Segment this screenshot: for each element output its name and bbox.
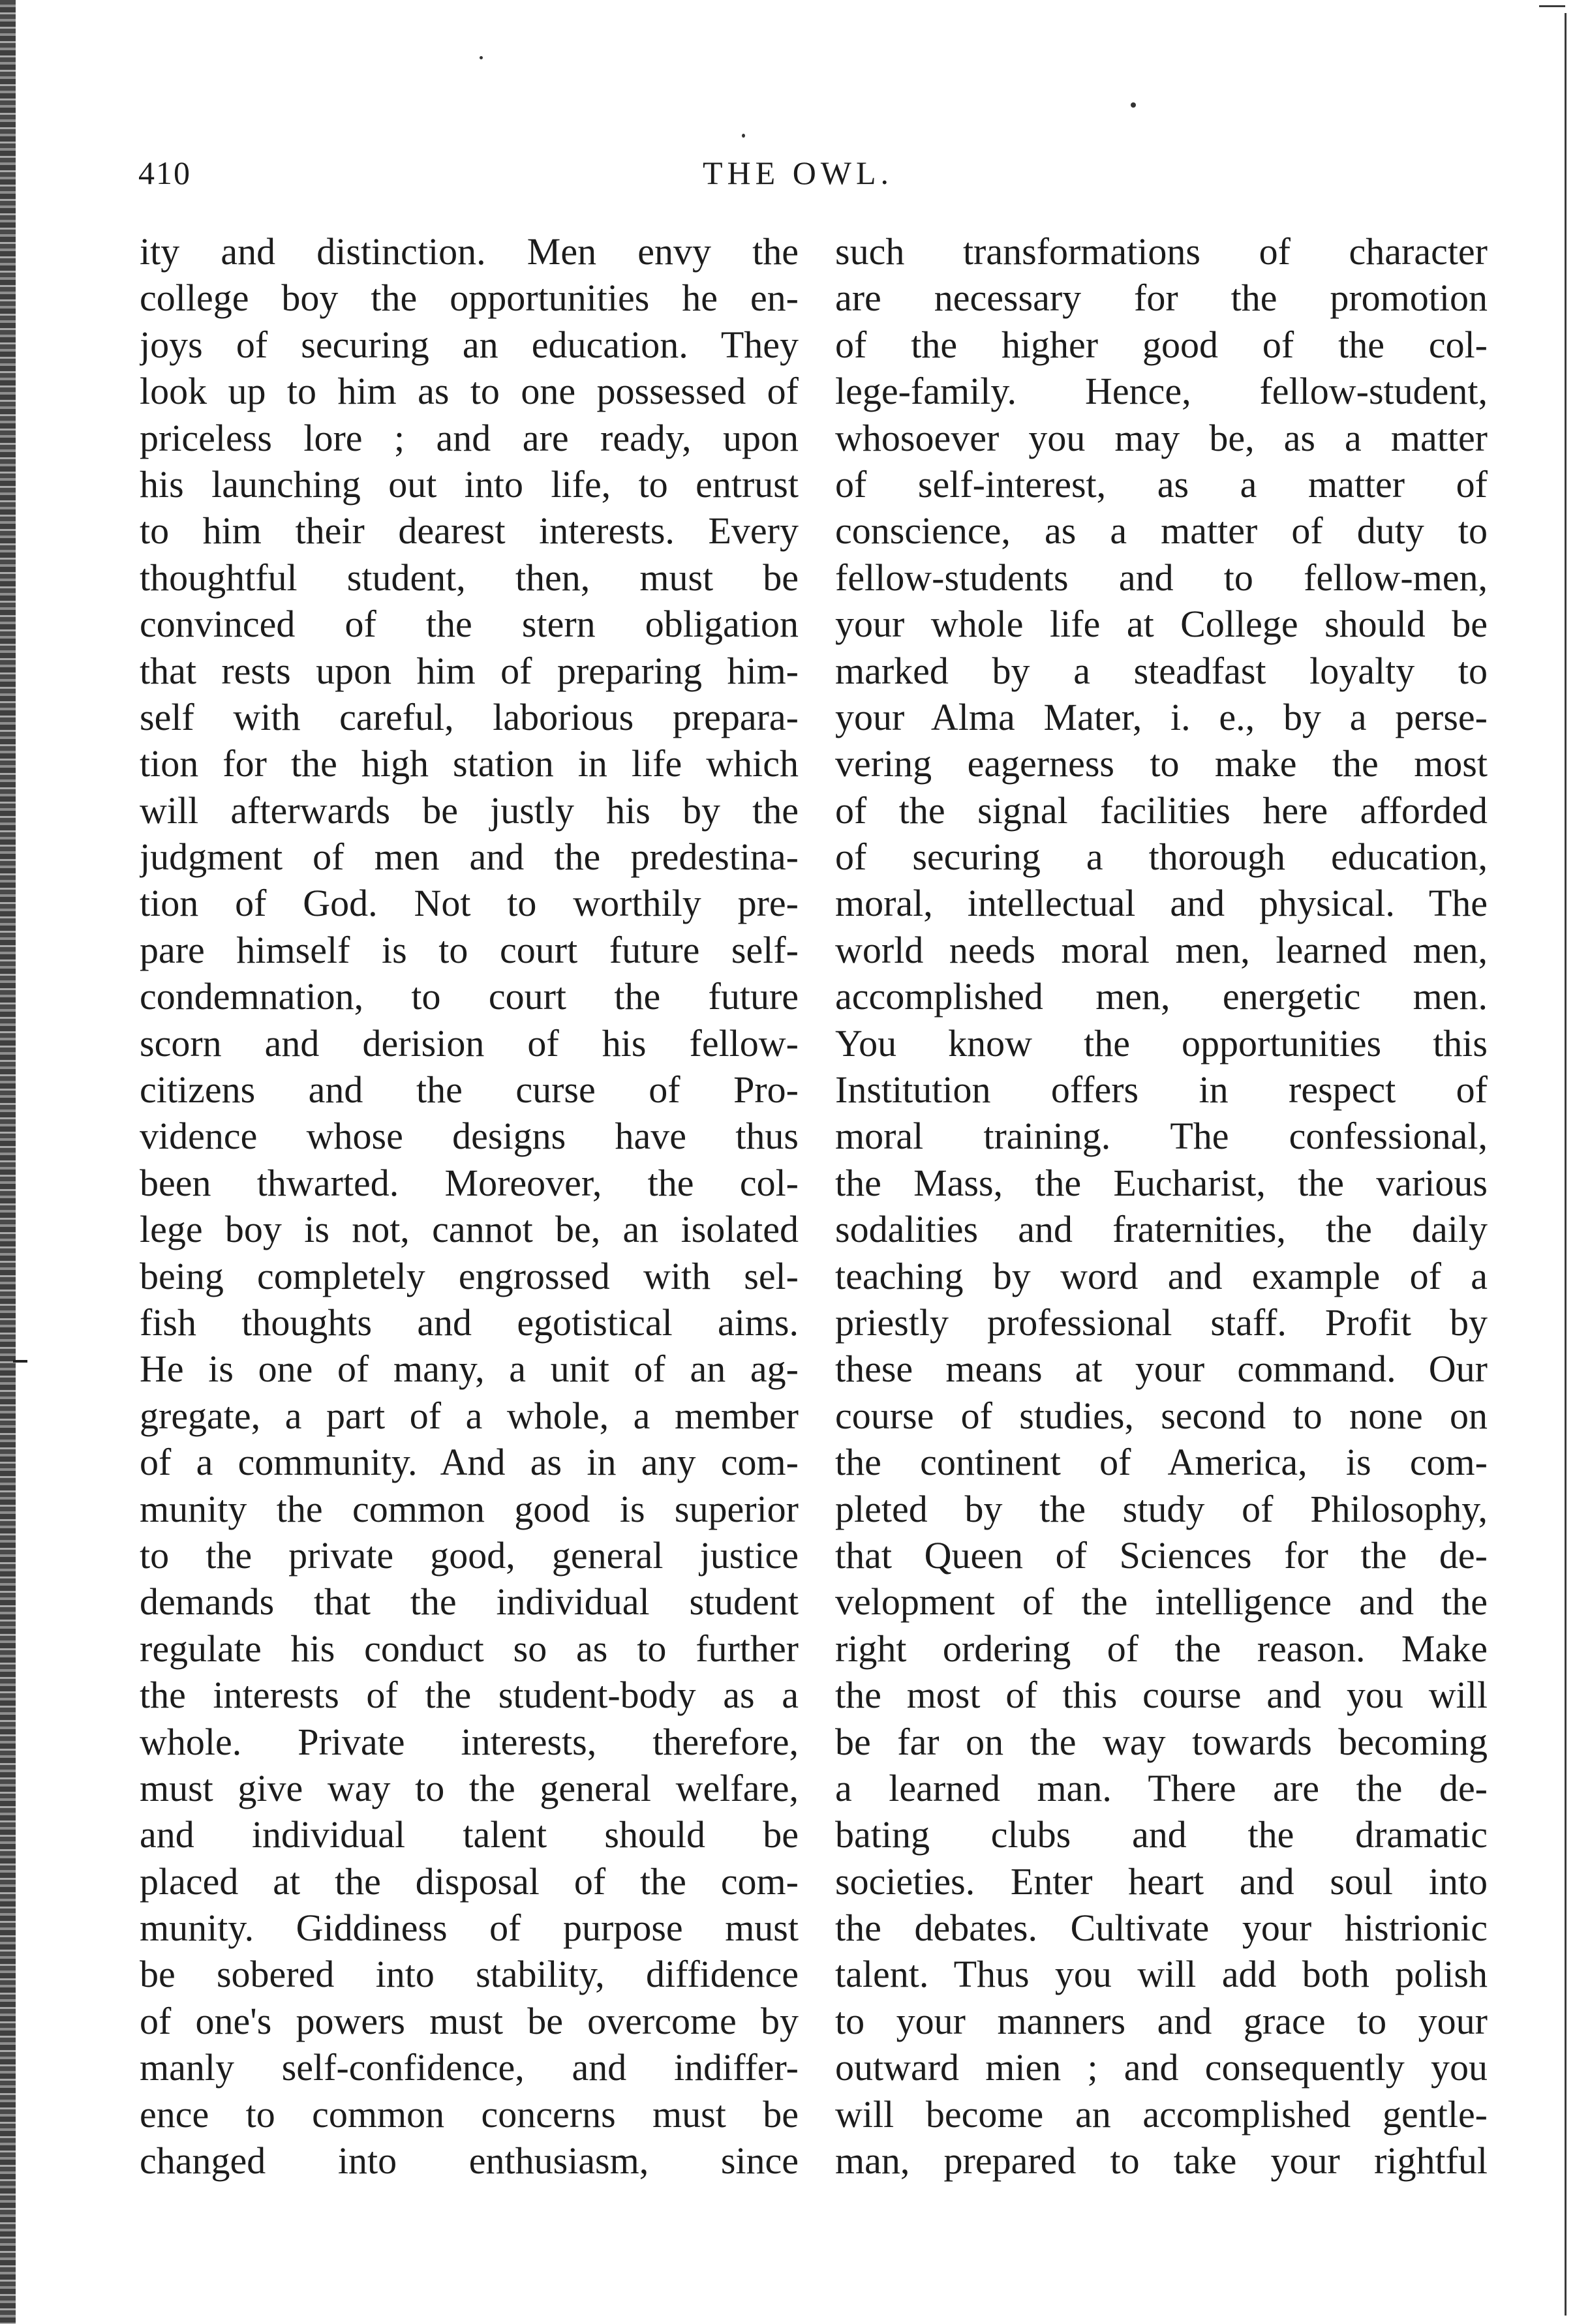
text-line: joys of securing an education. They: [140, 323, 799, 366]
text-line: your whole life at College should be: [835, 603, 1488, 646]
text-line: bating clubs and the dramatic: [835, 1813, 1488, 1856]
text-line: marked by a steadfast loyalty to: [835, 649, 1488, 692]
text-line: look up to him as to one possessed of: [140, 370, 799, 413]
text-line: judgment of men and the predestina-: [140, 836, 799, 879]
text-line: whole. Private interests, therefore,: [140, 1720, 799, 1763]
text-line: of the higher good of the col-: [835, 323, 1488, 366]
text-line: citizens and the curse of Pro-: [140, 1068, 799, 1111]
text-line: fish thoughts and egotistical aims.: [140, 1301, 799, 1344]
text-line: conscience, as a matter of duty to: [835, 509, 1488, 552]
text-line: ence to common concerns must be: [140, 2092, 799, 2135]
page-header: [138, 154, 1463, 200]
binding-mark: [13, 1360, 27, 1363]
text-line: to him their dearest interests. Every: [140, 509, 799, 552]
left-column: [140, 228, 799, 2211]
text-line: changed into enthusiasm, since: [140, 2139, 799, 2182]
text-line: a learned man. There are the de-: [835, 1766, 1488, 1809]
text-line: to the private good, general justice: [140, 1533, 799, 1577]
text-line: lege boy is not, cannot be, an isolated: [140, 1208, 799, 1251]
text-line: must give way to the general welfare,: [140, 1766, 799, 1809]
text-line: college boy the opportunities he en-: [140, 277, 799, 320]
text-line: moral training. The confessional,: [835, 1115, 1488, 1158]
running-head: THE OWL.: [703, 155, 894, 191]
text-line: fellow-students and to fellow-men,: [835, 556, 1488, 599]
text-line: will afterwards be justly his by the: [140, 789, 799, 832]
text-line: talent. Thus you will add both polish: [835, 1953, 1488, 1996]
text-line: the most of this course and you will: [835, 1674, 1488, 1717]
text-line: convinced of the stern obligation: [140, 603, 799, 646]
text-line: are necessary for the promotion: [835, 277, 1488, 320]
text-line: and individual talent should be: [140, 1813, 799, 1856]
text-line: will become an accomplished gentle-: [835, 2092, 1488, 2135]
text-line: placed at the disposal of the com-: [140, 1860, 799, 1903]
text-line: moral, intellectual and physical. The: [835, 882, 1488, 925]
text-line: his launching out into life, to entrust: [140, 462, 799, 506]
text-line: being completely engrossed with sel-: [140, 1254, 799, 1297]
scan-speck: [480, 56, 483, 59]
text-line: the continent of America, is com-: [835, 1441, 1488, 1484]
text-line: teaching by word and example of a: [835, 1254, 1488, 1297]
text-line: be far on the way towards becoming: [835, 1720, 1488, 1763]
scan-speck: [742, 134, 745, 138]
text-line: these means at your command. Our: [835, 1348, 1488, 1391]
text-line: sodalities and fraternities, the daily: [835, 1208, 1488, 1251]
text-line: tion of God. Not to worthily pre-: [140, 882, 799, 925]
text-line: priestly professional staff. Profit by: [835, 1301, 1488, 1344]
text-line: He is one of many, a unit of an ag-: [140, 1348, 799, 1391]
text-line: vering eagerness to make the most: [835, 742, 1488, 785]
text-line: of one's powers must be overcome by: [140, 1999, 799, 2042]
right-column: [835, 228, 1488, 2211]
text-line: to your manners and grace to your: [835, 1999, 1488, 2042]
binding-edge: [0, 0, 16, 2324]
text-line: condemnation, to court the future: [140, 975, 799, 1018]
text-line: been thwarted. Moreover, the col-: [140, 1161, 799, 1204]
text-line: that Queen of Sciences for the de-: [835, 1533, 1488, 1577]
text-line: course of studies, second to none on: [835, 1394, 1488, 1437]
text-line: of the signal facilities here afforded: [835, 789, 1488, 832]
text-line: pare himself is to court future self-: [140, 928, 799, 971]
text-line: ity and distinction. Men envy the: [140, 230, 799, 273]
text-line: your Alma Mater, i. e., by a perse-: [835, 695, 1488, 738]
page-edge: [1565, 13, 1567, 2316]
text-line: velopment of the intelligence and the: [835, 1580, 1488, 1623]
text-line: munity. Giddiness of purpose must: [140, 1907, 799, 1950]
text-line: self with careful, laborious prepara-: [140, 695, 799, 738]
text-line: thoughtful student, then, must be: [140, 556, 799, 599]
text-line: the debates. Cultivate your histrionic: [835, 1907, 1488, 1950]
page-number: 410: [138, 155, 191, 191]
text-line: You know the opportunities this: [835, 1021, 1488, 1064]
text-line: of securing a thorough education,: [835, 836, 1488, 879]
text-line: outward mien ; and consequently you: [835, 2046, 1488, 2089]
text-line: manly self-confidence, and indiffer-: [140, 2046, 799, 2089]
text-line: munity the common good is superior: [140, 1487, 799, 1530]
text-line: that rests upon him of preparing him-: [140, 649, 799, 692]
text-line: scorn and derision of his fellow-: [140, 1021, 799, 1064]
text-line: man, prepared to take your rightful: [835, 2139, 1488, 2182]
text-line: societies. Enter heart and soul into: [835, 1860, 1488, 1903]
text-line: whosoever you may be, as a matter: [835, 416, 1488, 459]
scan-speck: [1131, 102, 1136, 108]
text-line: tion for the high station in life which: [140, 742, 799, 785]
text-line: of self-interest, as a matter of: [835, 462, 1488, 506]
text-line: world needs moral men, learned men,: [835, 928, 1488, 971]
page-edge-cap: [1539, 5, 1565, 7]
text-line: right ordering of the reason. Make: [835, 1627, 1488, 1670]
text-line: Institution offers in respect of: [835, 1068, 1488, 1111]
text-line: be sobered into stability, diffidence: [140, 1953, 799, 1996]
text-line: pleted by the study of Philosophy,: [835, 1487, 1488, 1530]
text-line: vidence whose designs have thus: [140, 1115, 799, 1158]
text-line: the interests of the student-body as a: [140, 1674, 799, 1717]
text-line: accomplished men, energetic men.: [835, 975, 1488, 1018]
text-line: the Mass, the Eucharist, the various: [835, 1161, 1488, 1204]
text-line: gregate, a part of a whole, a member: [140, 1394, 799, 1437]
text-line: of a community. And as in any com-: [140, 1441, 799, 1484]
text-line: regulate his conduct so as to further: [140, 1627, 799, 1670]
text-line: priceless lore ; and are ready, upon: [140, 416, 799, 459]
text-line: demands that the individual student: [140, 1580, 799, 1623]
text-line: such transformations of character: [835, 230, 1488, 273]
text-line: lege-family. Hence, fellow-student,: [835, 370, 1488, 413]
